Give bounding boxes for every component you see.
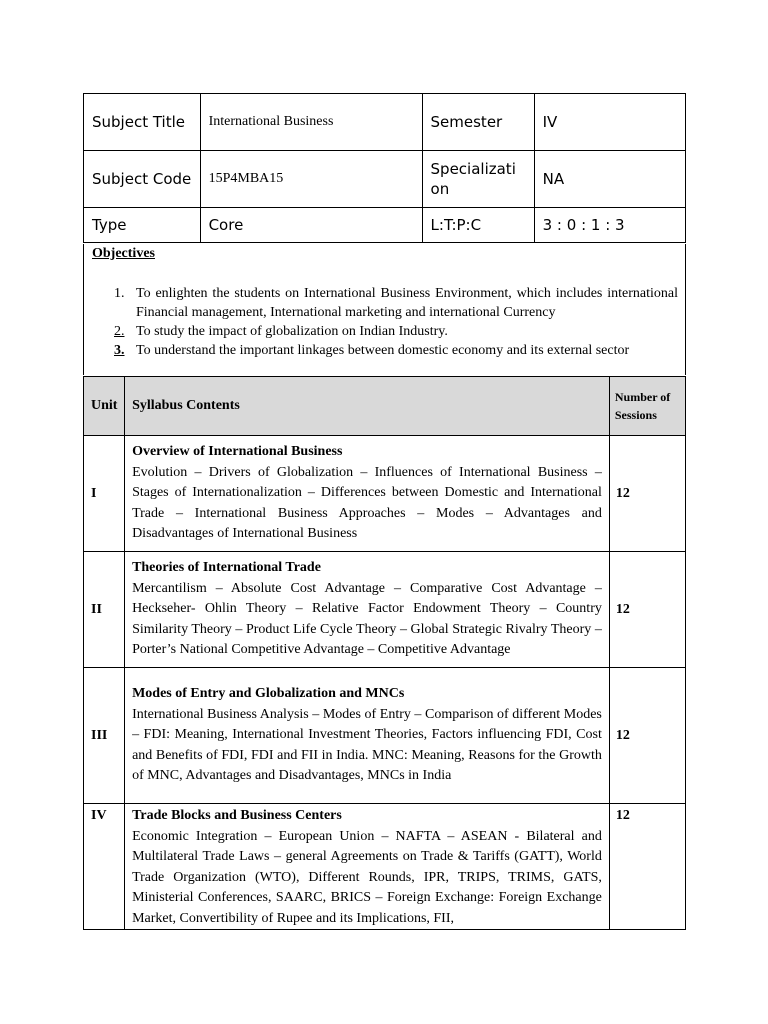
objective-item: [114, 322, 678, 341]
session-count: 12: [609, 436, 685, 552]
objectives-list: [114, 284, 678, 360]
subject-title-value: International Business: [200, 94, 422, 151]
unit-content: [125, 668, 610, 804]
objective-text: To study the impact of globalization on Indian Industry.: [136, 324, 448, 339]
subject-code-label: Subject Code: [84, 151, 201, 208]
ltpc-value: 3 : 0 : 1 : 3: [534, 208, 685, 243]
unit-content: [125, 436, 610, 552]
type-value: Core: [200, 208, 422, 243]
session-count: 12: [609, 804, 685, 930]
unit-number: II: [84, 552, 125, 668]
specialization-value: NA: [534, 151, 685, 208]
subject-info-table: [83, 93, 686, 243]
unit-description: Economic Integration – European Union – NAFTA – ASEAN - Bilateral and Multilateral Trade Laws – general Agreements on Trade & Tariffs (GATT), World Trade Organization (WTO), Different Rounds, IPR, TRIPS, TRIMS, GATS, Ministerial Conferences, SAARC, BRICS – Foreign Exchange: Foreign Exchange Market, Convertibility of Rupee and its Implications, FII,: [132, 828, 602, 926]
objectives-section: [83, 244, 686, 375]
objective-text: To enlighten the students on International Business Environment, which includes international Financial management, International marketing and international Currency: [136, 286, 678, 320]
unit-description: Evolution – Drivers of Globalization – Influences of International Business – Stages of Internationalization – Differences between Domestic and International Trade – International Business Approaches – Modes – Advantages and Disadvantages of International Business: [132, 464, 602, 542]
subject-title-label: Subject Title: [84, 94, 201, 151]
syllabus-table: [83, 376, 686, 930]
subject-code-value: 15P4MBA15: [200, 151, 422, 208]
objective-item: [114, 341, 678, 360]
sessions-header: Number of Sessions: [609, 377, 685, 436]
unit-number: III: [84, 668, 125, 804]
objective-number: 3.: [114, 343, 125, 358]
unit-title: Overview of International Business: [132, 444, 343, 460]
ltpc-label: L:T:P:C: [422, 208, 534, 243]
objective-item: [114, 284, 678, 322]
unit-number: I: [84, 436, 125, 552]
unit-title: Theories of International Trade: [132, 560, 321, 576]
semester-label: Semester: [422, 94, 534, 151]
unit-title: Trade Blocks and Business Centers: [132, 808, 342, 823]
table-row: [84, 804, 686, 930]
objective-number: 2.: [114, 324, 125, 339]
unit-content: [125, 552, 610, 668]
unit-number: IV: [84, 804, 125, 930]
table-row: [84, 552, 686, 668]
type-label: Type: [84, 208, 201, 243]
objective-text: To understand the important linkages between domestic economy and its external sector: [136, 343, 630, 358]
table-row: [84, 668, 686, 804]
objective-number: 1.: [114, 286, 125, 301]
syllabus-header-row: [84, 377, 686, 436]
unit-title: Modes of Entry and Globalization and MNCs: [132, 686, 405, 702]
table-row: [84, 436, 686, 552]
specialization-label: Specializati on: [422, 151, 534, 208]
unit-header: Unit: [84, 377, 125, 436]
session-count: 12: [609, 552, 685, 668]
unit-content: [125, 804, 610, 930]
session-count: 12: [609, 668, 685, 804]
unit-description: International Business Analysis – Modes of Entry – Comparison of different Modes – FDI: Meaning, International Investment Theories, Factors influencing FDI, Cost and Benefits of FDI, FDI and FII in India. MNC: Meaning, Reasons for the Growth of MNC, Advantages and Disadvantages, MNCs in India: [132, 706, 602, 784]
objectives-title: Objectives: [92, 246, 155, 261]
contents-header: Syllabus Contents: [125, 377, 610, 436]
semester-value: IV: [534, 94, 685, 151]
unit-description: Mercantilism – Absolute Cost Advantage – Comparative Cost Advantage – Heckseher- Ohlin Theory – Relative Factor Endowment Theory – Country Similarity Theory – Product Life Cycle Theory – Global Strategic Rivalry Theory – Porter’s National Competitive Advantage – Competitive Advantage: [132, 580, 602, 658]
